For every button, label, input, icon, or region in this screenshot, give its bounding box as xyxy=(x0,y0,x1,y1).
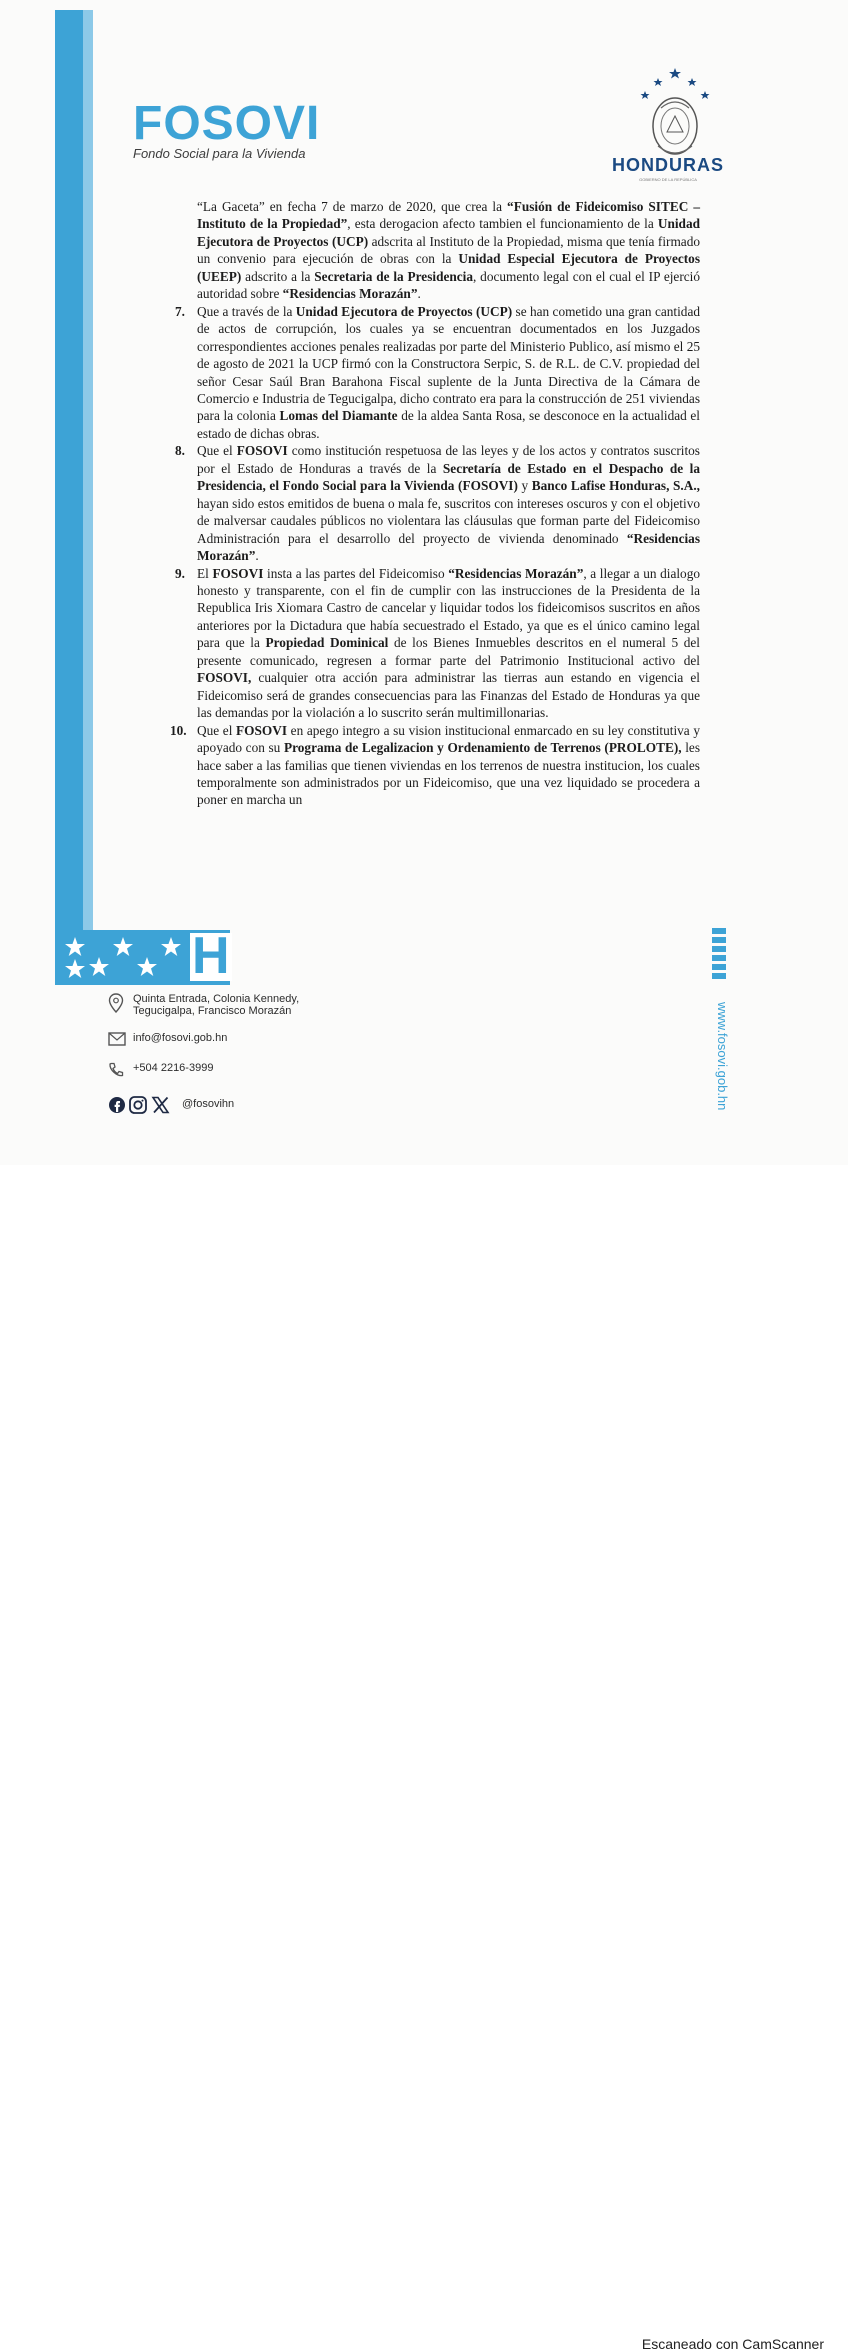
address-text: Quinta Entrada, Colonia Kennedy, Tegucigalpa, Francisco Morazán xyxy=(133,993,300,1017)
item-number: 8. xyxy=(175,443,185,459)
intro-paragraph: “La Gaceta” en fecha 7 de marzo de 2020, que crea la “Fusión de Fideicomiso SITEC – Instituto de la Propiedad”, esta derogacion afecto tambien el funcionamiento de la Unidad Ejecutora de Proyectos (UCP) adscrita al Instituto de la Propiedad, misma que tenía firmado un convenio para ejecución de obras con la Unidad Especial Ejecutora de Proyectos (UEEP) adscrito a la Secretaria de la Presidencia, documento legal con el cual el IP ejerció autoridad sobre “Residencias Morazán”. xyxy=(197,199,701,302)
coat-of-arms-icon xyxy=(628,66,722,166)
facebook-icon[interactable] xyxy=(109,1097,125,1113)
phone-text: +504 2216-3999 xyxy=(133,1062,214,1074)
logo-word: FOSOVI xyxy=(133,97,321,150)
left-brand-bar xyxy=(55,10,83,940)
list-item-10: 10. Que el FOSOVI en apego integro a su vision institucional enmarcado en su ley constitutiva y apoyado con su Programa de Legalizacion y Ordenamiento de Terrenos (PROLOTE), les hace saber a las familias que tienen viviendas en los terrenos de nuestra institucion, los cuales temporalmente son administrados por un Fideicomiso, que una vez liquidado se procedera a poner en marcha un xyxy=(170,722,700,808)
phone-icon xyxy=(108,1062,124,1078)
social-icons xyxy=(108,1096,178,1114)
scanner-footer xyxy=(0,1166,848,2352)
instagram-icon[interactable] xyxy=(130,1097,146,1113)
country-subtitle: GOBIERNO DE LA REPÚBLICA xyxy=(639,177,697,182)
item-number: 9. xyxy=(175,565,185,581)
email-block xyxy=(108,1032,228,1049)
website-vertical xyxy=(716,1002,730,1122)
x-twitter-icon[interactable] xyxy=(153,1098,168,1113)
location-pin-icon xyxy=(108,993,124,1013)
fosovi-logo xyxy=(133,97,321,161)
document-body xyxy=(170,198,701,809)
list-item-8: 8. Que el FOSOVI como institución respetuosa de las leyes y de los actos y contratos suscritos por el Estado de Honduras a través de la Secretaría de Estado en el Despacho de la Presidencia, el Fondo Social para la Vivienda (FOSOVI) y Banco Lafise Honduras, S.A., hayan sido estos emitidos de buena o mala fe, suscritos con intereses oscuros y con el objetivo de malversar caudales públicos no violentara las cláusulas que forman parte del Fideicomiso Administración para el desarrollo del proyecto de vivienda denominado “Residencias Morazán”. xyxy=(175,443,700,564)
item-number: 10. xyxy=(170,722,187,738)
address-block xyxy=(108,993,300,1017)
item-number: 7. xyxy=(175,303,185,319)
social-block xyxy=(108,1096,235,1114)
website-accent-bars xyxy=(712,928,726,988)
country-name: HONDURAS xyxy=(611,155,724,175)
scanner-label: Escaneado con CamScanner xyxy=(641,2336,824,2352)
stars-icon xyxy=(63,935,193,980)
phone-block xyxy=(108,1062,214,1081)
left-brand-bar-light xyxy=(83,10,93,940)
mail-icon xyxy=(108,1032,126,1046)
h-letter-logo: H xyxy=(192,927,230,985)
list-item-7: 7. Que a través de la Unidad Ejecutora de Proyectos (UCP) se han cometido una gran cantidad de actos de corrupción, los cuales ya se encuentran documentados en los Juzgados correspondientes acciones penales realizadas por parte del Ministerio Publico, así mismo el 25 de agosto de 2021 la UCP firmó con la Constructora Serpic, S. de R.L. de C.V. propiedad del señor Cesar Saúl Bran Barahona Fiscal suplente de la Junta Directiva de la Cámara de Comercio e Industria de Tegucigalpa, dicho contrato era para la construcción de 251 viviendas para la colonia Lomas del Diamante de la aldea Santa Rosa, se desconoce en la actualidad el estado de dichas obras. xyxy=(175,303,701,441)
logo-subtitle: Fondo Social para la Vivienda xyxy=(133,146,306,161)
email-text[interactable]: info@fosovi.gob.hn xyxy=(133,1032,228,1044)
social-handle[interactable]: @fosovihn xyxy=(182,1098,235,1110)
document-page xyxy=(0,0,848,1165)
list-item-9: 9. El FOSOVI insta a las partes del Fideicomiso “Residencias Morazán”, a llegar a un dialogo honesto y transparente, con el fin de cumplir con las instrucciones de la Presidenta de la Republica Iris Xiomara Castro de cancelar y liquidar todos los fideicomisos suscritos en años anteriores por la Dictadura que había secuestrado el Estado, ya que es el único camino legal para que la Propiedad Dominical de los Bienes Inmuebles descritos en el numeral 5 del presente comunicado, regresen a formar parte del Patrimonio Institucional activo del FOSOVI, cualquier otra acción para administrar las tierras aun estando en vigencia el Fideicomiso será de grandes consecuencias para las Finanzas del Estado de Honduras ya que las demandas por la violación a lo suscrito serán multimillonarias. xyxy=(175,565,700,721)
website-text[interactable]: www.fosovi.gob.hn xyxy=(715,1002,730,1111)
